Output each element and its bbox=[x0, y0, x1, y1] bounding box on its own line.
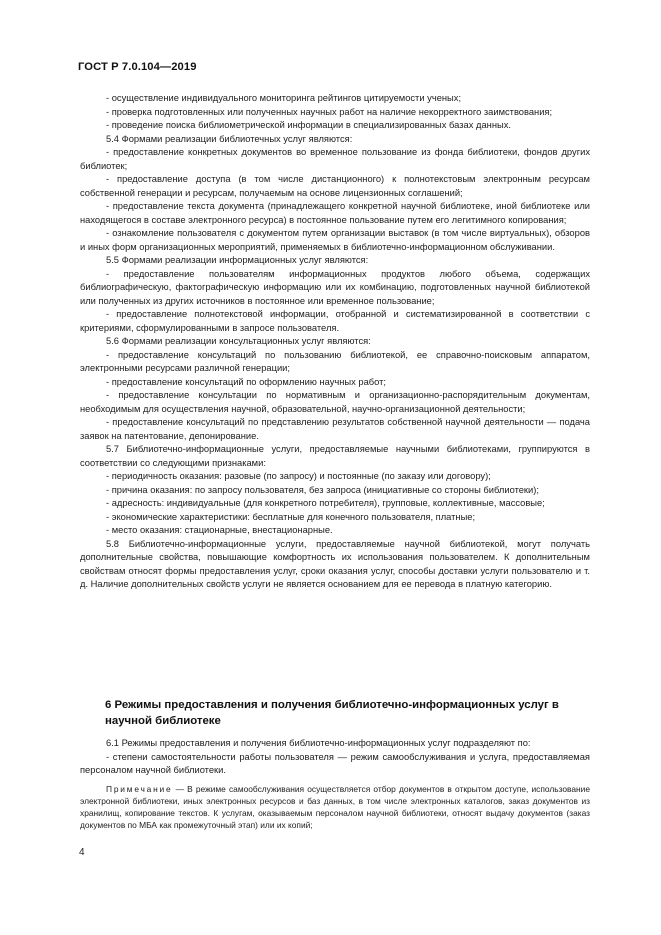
paragraph: - проверка подготовленных или полученных научных работ на наличие некорректного заимствования; bbox=[106, 106, 553, 117]
paragraph: 5.6 Формами реализации консультационных услуг являются: bbox=[106, 336, 371, 346]
paragraph: - предоставление консультаций по пользованию библиотекой, ее справочно-поисковым аппаратом, электронными ресурсами различной генерации; bbox=[80, 349, 590, 373]
paragraph: - предоставление консультаций по представлению результатов собственной научной деятельности — подача заявок на патентование, депонирование. bbox=[80, 417, 590, 441]
body-text bbox=[80, 92, 590, 592]
paragraph: - экономические характеристики: бесплатные для конечного пользователя, платные; bbox=[106, 511, 476, 522]
paragraph: 5.5 Формами реализации информационных услуг являются: bbox=[106, 255, 369, 265]
paragraph: 5.4 Формами реализации библиотечных услуг являются: bbox=[106, 133, 353, 144]
note-text: — В режиме самообслуживания осуществляется отбор документов в открытом доступе, использование электронной библиотеки, иных электронных ресурсов и баз данных, в том числе электронных каталогов, заказ документов из хранилищ, копирование текстов. К услугам, оказываемым персоналом научной библиотеки, относят выдачу документов (заказ документов по МБА как промежуточный этап) или их копий; bbox=[80, 784, 591, 830]
paragraph: - степени самостоятельности работы пользователя — режим самообслуживания и услуга, предоставляемая персоналом научной библиотеки. bbox=[80, 751, 590, 775]
paragraph: - причина оказания: по запросу пользователя, без запроса (инициативные со стороны библиотеки); bbox=[106, 484, 539, 495]
paragraph: - предоставление доступа (в том числе дистанционного) к полнотекстовым электронным ресурсам собственной генерации и ресурсам, получаемым на основе лицензионных соглашений; bbox=[80, 174, 590, 198]
paragraph: - предоставление текста документа (принадлежащего конкретной научной библиотеке, иной библиотеке или находящегося в составе электронного ресурса) в постоянное пользование путем его легитимного копирования; bbox=[80, 201, 590, 225]
page-number: 4 bbox=[79, 847, 85, 858]
paragraph: - предоставление полнотекстовой информации, отобранной и систематизированной в соответствии с критериями, сформулированными в запросе пользователя. bbox=[80, 309, 590, 333]
paragraph: - периодичность оказания: разовые (по запросу) и постоянные (по заказу или договору); bbox=[106, 471, 491, 481]
paragraph: - адресность: индивидуальные (для конкретного потребителя), групповые, коллективные, массовые; bbox=[106, 498, 545, 508]
paragraph: 6.1 Режимы предоставления и получения библиотечно-информационных услуг подразделяют по: bbox=[106, 738, 531, 748]
section-6-title: 6 Режимы предоставления и получения библиотечно-информационных услуг в научной библиотеке bbox=[105, 699, 559, 727]
paragraph: 5.8 Библиотечно-информационные услуги, предоставляемые научной библиотекой, могут получать дополнительные свойства, повышающие комфортность их использования пользователем. К дополнительным свойствам относят формы предоставления услуг, сроки оказания услуг, способы доставки услуги пользователю и т. д. Наличие дополнительных свойств услуги не является основанием для ее перевода в платную категорию. bbox=[80, 538, 590, 589]
paragraph: - предоставление конкретных документов во временное пользование из фонда библиотеки, фондов других библиотек; bbox=[80, 147, 590, 171]
paragraph: 5.7 Библиотечно-информационные услуги, предоставляемые научными библиотеками, группируются в соответствии со следующими признаками: bbox=[80, 444, 590, 468]
paragraph: - предоставление консультации по нормативным и организационно-распорядительным документам, необходимым для осуществления научной, образовательной, научно-организационной деятельности; bbox=[80, 390, 590, 414]
document-header: ГОСТ Р 7.0.104—2019 bbox=[78, 61, 197, 73]
paragraph: - осуществление индивидуального мониторинга рейтингов цитируемости ученых; bbox=[106, 93, 462, 103]
note-block bbox=[80, 783, 590, 831]
paragraph: - предоставление пользователям информационных продуктов любого объема, содержащих библиографическую, фактографическую информацию или их комбинацию, подготовленных научной библиотекой или полученных из других источников в постоянное или временное пользование; bbox=[80, 268, 590, 306]
note-label: Примечание bbox=[106, 784, 173, 794]
paragraph: - предоставление консультаций по оформлению научных работ; bbox=[106, 376, 386, 387]
section-6-body bbox=[80, 737, 590, 778]
paragraph: - ознакомление пользователя с документом путем организации выставок (в том числе виртуальных), обзоров и иных форм организационных мероприятий, применяемых в библиотечно-информационном обслуживании. bbox=[80, 228, 590, 252]
paragraph: - место оказания: стационарные, внестационарные. bbox=[106, 525, 333, 535]
note-paragraph bbox=[80, 783, 590, 831]
paragraph: - проведение поиска библиометрической информации в специализированных базах данных. bbox=[106, 120, 511, 130]
